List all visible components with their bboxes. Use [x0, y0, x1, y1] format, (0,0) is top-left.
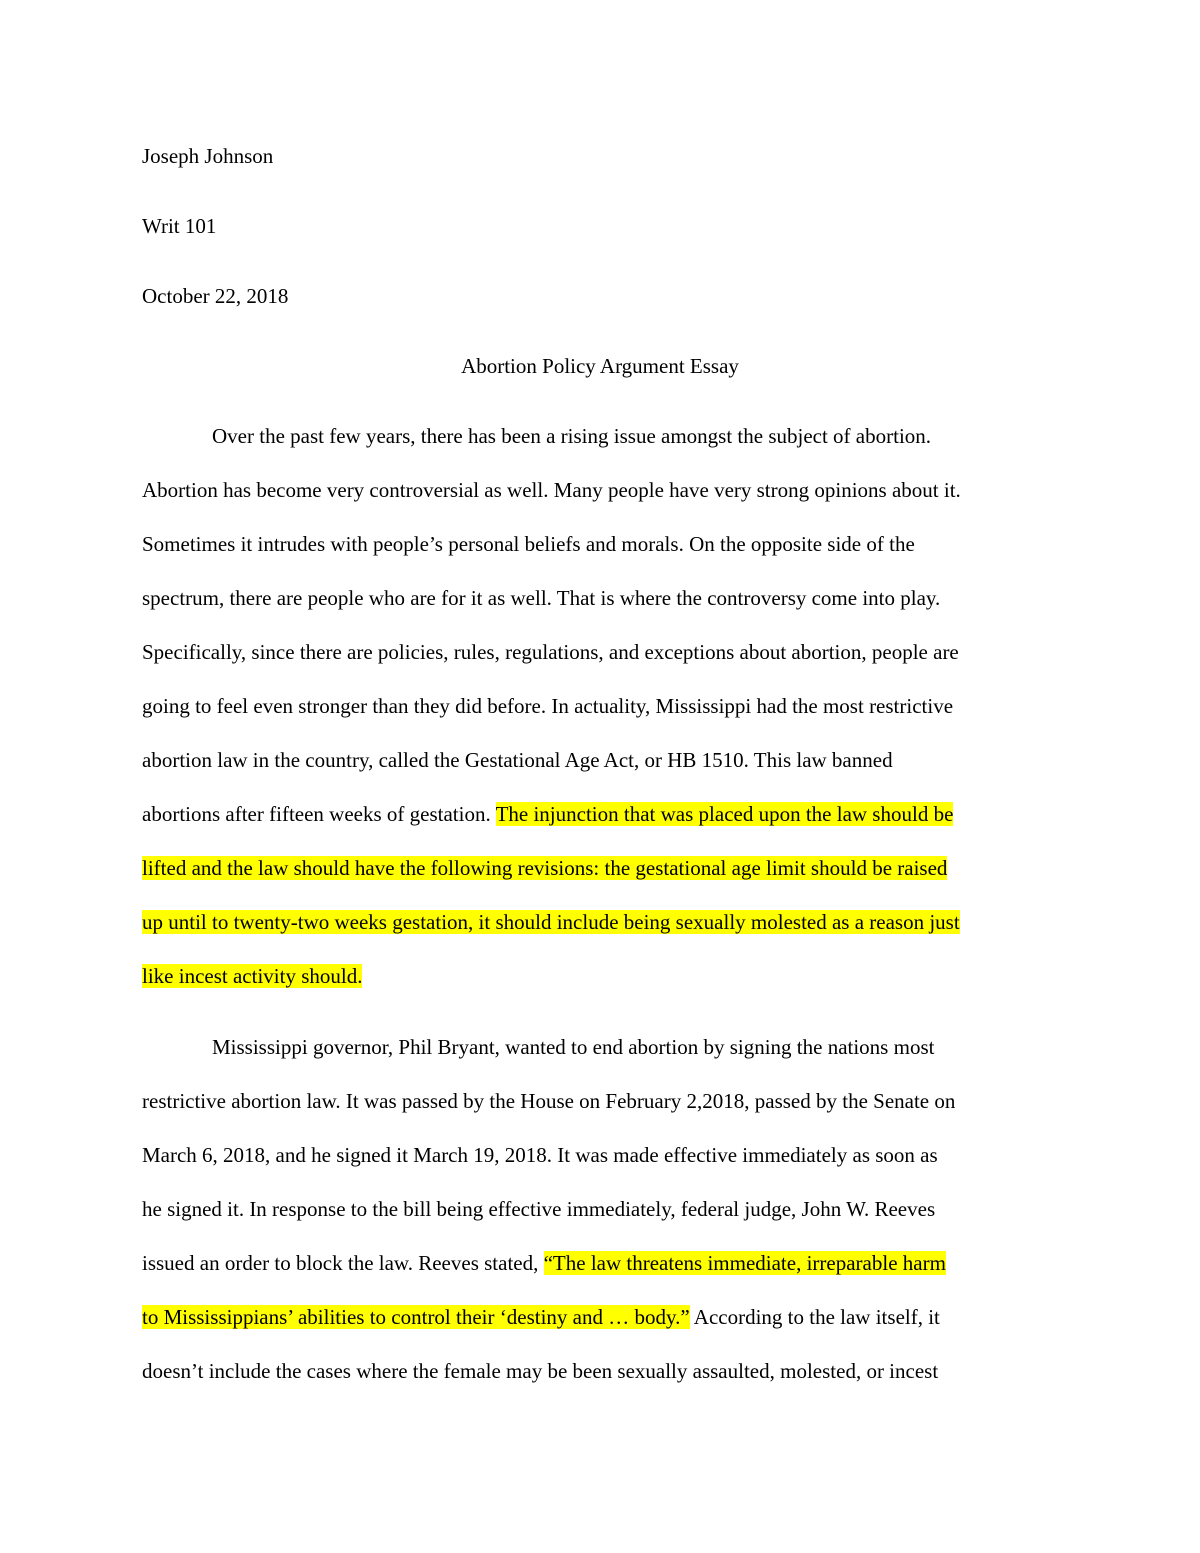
author-name: Joseph Johnson [142, 144, 274, 168]
thesis-highlight: like incest activity should. [142, 964, 363, 988]
paragraph-1-line: Specifically, since there are policies, rules, regulations, and exceptions about abortion, people are [142, 640, 959, 664]
thesis-highlight: The injunction that was placed upon the law should be [495, 802, 954, 826]
paragraph-1-line: abortion law in the country, called the Gestational Age Act, or HB 1510. This law banned [142, 748, 893, 772]
paragraph-2-text: According to the law itself, it [689, 1305, 940, 1329]
thesis-highlight: lifted and the law should have the following revisions: the gestational age limit should be raised [142, 856, 948, 880]
paragraph-2-line: restrictive abortion law. It was passed by the House on February 2,2018, passed by the Senate on [142, 1089, 956, 1113]
thesis-highlight: up until to twenty-two weeks gestation, it should include being sexually molested as a reason just [142, 910, 960, 934]
paragraph-1-line: Over the past few years, there has been a rising issue amongst the subject of abortion. [212, 424, 932, 448]
paragraph-1-line [142, 855, 947, 881]
paragraph-2-line [142, 1250, 946, 1276]
course-name: Writ 101 [142, 214, 217, 238]
paragraph-1-line [142, 909, 960, 935]
paragraph-1-line [142, 801, 953, 827]
paragraph-1-line: spectrum, there are people who are for it as well. That is where the controversy come into play. [142, 586, 941, 610]
paragraph-2-line: March 6, 2018, and he signed it March 19, 2018. It was made effective immediately as soon as [142, 1143, 938, 1167]
paragraph-1-line: Abortion has become very controversial as well. Many people have very strong opinions about it. [142, 478, 961, 502]
essay-date: October 22, 2018 [142, 284, 289, 308]
quote-highlight: to Mississippians’ abilities to control their ‘destiny and … body.” [142, 1305, 690, 1329]
paragraph-1-line [142, 963, 362, 989]
paragraph-1-line: going to feel even stronger than they did before. In actuality, Mississippi had the most restrictive [142, 694, 954, 718]
paragraph-2-line [142, 1304, 940, 1330]
paragraph-2-line: doesn’t include the cases where the female may be been sexually assaulted, molested, or incest [142, 1359, 939, 1383]
paragraph-1-line: Sometimes it intrudes with people’s personal beliefs and morals. On the opposite side of the [142, 532, 915, 556]
paragraph-1-text: abortions after fifteen weeks of gestation. [142, 802, 496, 826]
paragraph-2-text: issued an order to block the law. Reeves stated, [142, 1251, 544, 1275]
paragraph-2-line: Mississippi governor, Phil Bryant, wanted to end abortion by signing the nations most [212, 1035, 935, 1059]
paragraph-2-line: he signed it. In response to the bill being effective immediately, federal judge, John W. Reeves [142, 1197, 936, 1221]
essay-title: Abortion Policy Argument Essay [461, 354, 739, 378]
quote-highlight: “The law threatens immediate, irreparable harm [543, 1251, 946, 1275]
